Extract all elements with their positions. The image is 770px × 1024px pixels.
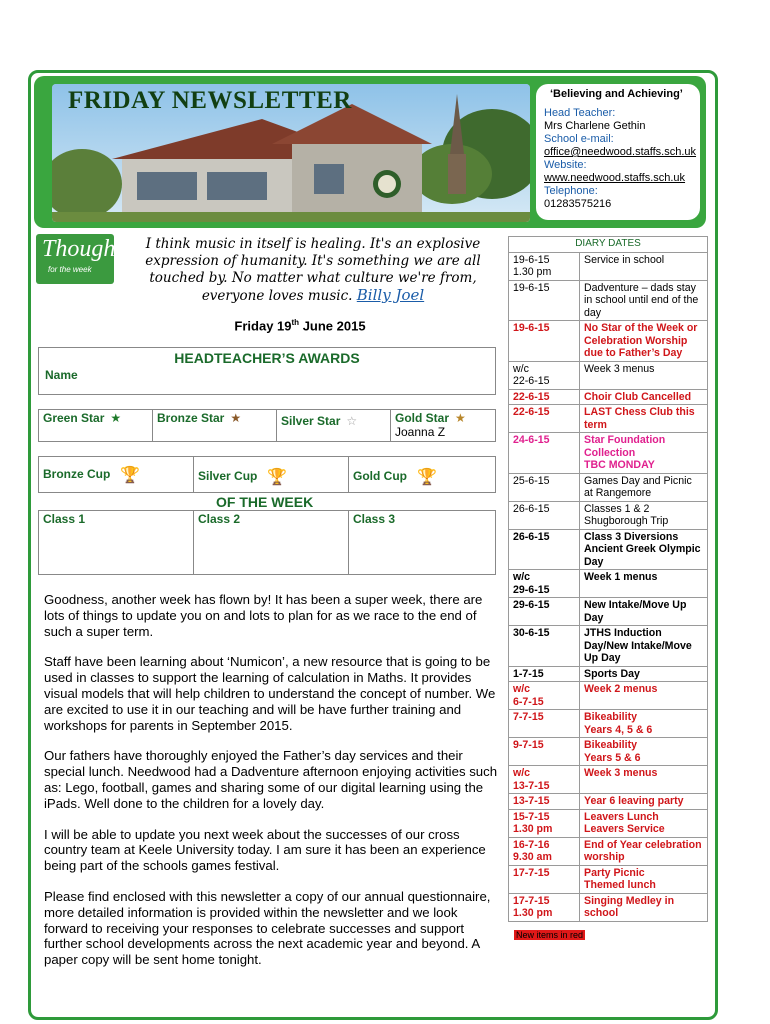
diary-row [509, 529, 708, 570]
diary-date: 9-7-15 [509, 738, 580, 766]
silver-cup-icon: 🏆 [267, 469, 288, 486]
thought-badge-main: Thought [42, 236, 123, 262]
diary-row [509, 738, 708, 766]
thought-badge-sub: for the week [48, 265, 92, 274]
bronze-star-cell [153, 410, 277, 442]
website-label: Website: [544, 159, 587, 171]
diary-row [509, 710, 708, 738]
diary-event: Week 3 menus [580, 361, 708, 389]
diary-date: w/c 6-7-15 [509, 682, 580, 710]
head-teacher-label: Head Teacher: [544, 107, 616, 119]
diary-row [509, 865, 708, 893]
green-star-icon: ★ [110, 411, 122, 425]
green-star-cell [39, 410, 153, 442]
bronze-cup-icon: 🏆 [120, 467, 141, 484]
diary-event: Service in school [580, 252, 708, 280]
gold-star-icon: ★ [455, 411, 466, 425]
silver-star-icon: ☆ [346, 414, 358, 428]
website-link[interactable]: www.needwood.staffs.sch.uk [544, 172, 686, 184]
diary-date: w/c 13-7-15 [509, 766, 580, 794]
quote-text: I think music in itself is healing. It's an explosive expression of humanity. It's something we are all touched by. No matter what culture we're from, everyone loves music. [145, 236, 481, 304]
diary-row [509, 682, 708, 710]
date-month-year: June 2015 [299, 318, 366, 334]
thought-quote [128, 236, 498, 305]
paragraph: Staff have been learning about ‘Numicon’, a new resource that is going to be used in classes to support the learning of calculation in Maths. It provides visual models that will help children to understand the concept of number. We are excited to use it in our teaching and will be have further training and workshops for parents in September 2015. [44, 654, 496, 733]
diary-row [509, 893, 708, 921]
diary-dates-title: DIARY DATES [509, 237, 708, 253]
quote-author[interactable]: Billy Joel [356, 286, 425, 304]
class-2-cell [194, 511, 349, 575]
diary-date: 17-7-15 [509, 865, 580, 893]
silver-cup-cell [194, 457, 349, 493]
diary-event: Choir Club Cancelled [580, 389, 708, 405]
email-link[interactable]: office@needwood.staffs.sch.uk [544, 146, 697, 158]
paragraph: I will be able to update you next week about the successes of our cross country team at Keele University today. I am sure it has been an experience being part of the schools games festival. [44, 826, 486, 874]
class-1-cell [39, 511, 194, 575]
star-awards-table [38, 409, 496, 442]
diary-event: Sports Day [580, 666, 708, 682]
head-teacher-name: Mrs Charlene Gethin [544, 120, 646, 132]
new-items-note: New items in red [516, 930, 584, 940]
thought-for-the-week-badge [36, 234, 123, 284]
diary-date: 7-7-15 [509, 710, 580, 738]
diary-row [509, 837, 708, 865]
diary-event: End of Year celebration worship [580, 837, 708, 865]
diary-row [509, 570, 708, 598]
diary-date: 16-7-16 9.30 am [509, 837, 580, 865]
green-star-label: Green Star [43, 411, 105, 425]
diary-row [509, 501, 708, 529]
diary-row [509, 280, 708, 321]
diary-row [509, 405, 708, 433]
class-of-week-table [38, 510, 496, 575]
diary-event: Week 2 menus [580, 682, 708, 710]
diary-event: New Intake/Move Up Day [580, 598, 708, 626]
diary-row [509, 473, 708, 501]
diary-date: 19-6-15 1.30 pm [509, 252, 580, 280]
cup-awards-table [38, 456, 496, 493]
gold-star-cell [391, 410, 496, 442]
headteacher-awards-box [38, 347, 496, 395]
diary-event: Singing Medley in school [580, 893, 708, 921]
diary-event: Year 6 leaving party [580, 794, 708, 810]
date-day: Friday 19 [234, 318, 292, 334]
diary-row [509, 809, 708, 837]
diary-date: 24-6-15 [509, 433, 580, 474]
paragraph: Our fathers have thoroughly enjoyed the Father’s day services and their special lunch. Needwood had a Dadventure afternoon enjoying activities such as: Lego, football, games and sharing some of our digital learning using the iPads. Well done to the children for a lovely day. [44, 748, 498, 811]
diary-date: 25-6-15 [509, 473, 580, 501]
diary-row [509, 389, 708, 405]
diary-row [509, 666, 708, 682]
diary-row [509, 321, 708, 362]
diary-date: w/c 22-6-15 [509, 361, 580, 389]
diary-event: JTHS Induction Day/New Intake/Move Up Day [580, 626, 708, 667]
silver-star-label: Silver Star [281, 414, 341, 428]
bronze-star-label: Bronze Star [157, 411, 225, 425]
diary-row [509, 766, 708, 794]
diary-event: Bikeability Years 4, 5 & 6 [580, 710, 708, 738]
telephone-number: 01283575216 [544, 198, 612, 210]
diary-event: Bikeability Years 5 & 6 [580, 738, 708, 766]
gold-cup-cell [349, 457, 496, 493]
diary-date: 30-6-15 [509, 626, 580, 667]
awards-name-label: Name [45, 368, 78, 382]
diary-date: 19-6-15 [509, 280, 580, 321]
paragraph: Goodness, another week has flown by! It has been a super week, there are lots of things to update you on and lots to plan for as we race to the end of such a super term. [44, 592, 483, 639]
diary-event: Week 1 menus [580, 570, 708, 598]
gold-star-label: Gold Star [395, 411, 450, 425]
bronze-star-icon: ★ [230, 411, 242, 425]
diary-event: Dadventure – dads stay in school until end of the day [580, 280, 708, 321]
bronze-cup-label: Bronze Cup [43, 467, 111, 482]
gold-cup-label: Gold Cup [353, 469, 407, 484]
newsletter-title: FRIDAY NEWSLETTER [68, 87, 352, 114]
class-1-label: Class 1 [43, 512, 86, 526]
diary-event: No Star of the Week or Celebration Worship due to Father’s Day [580, 321, 708, 362]
diary-date: 13-7-15 [509, 794, 580, 810]
bronze-cup-cell [39, 457, 194, 493]
diary-event: Star Foundation Collection TBC MONDAY [580, 433, 708, 474]
school-contact-box [536, 84, 700, 220]
gold-cup-icon: 🏆 [417, 469, 437, 486]
diary-row [509, 598, 708, 626]
telephone-label: Telephone: [544, 185, 598, 197]
class-3-cell [349, 511, 496, 575]
date-suffix: th [291, 318, 300, 327]
diary-row [509, 794, 708, 810]
class-2-label: Class 2 [198, 512, 241, 526]
diary-date: 1-7-15 [509, 666, 580, 682]
diary-event: LAST Chess Club this term [580, 405, 708, 433]
diary-row [509, 252, 708, 280]
diary-event: Week 3 menus [580, 766, 708, 794]
newsletter-date [170, 318, 430, 333]
diary-event: Class 3 Diversions Ancient Greek Olympic Day [580, 529, 708, 570]
silver-star-cell [277, 410, 391, 442]
diary-row [509, 433, 708, 474]
diary-date: 19-6-15 [509, 321, 580, 362]
diary-event: Classes 1 & 2 Shugborough Trip [580, 501, 708, 529]
diary-date: 26-6-15 [509, 501, 580, 529]
newsletter-body [44, 592, 500, 983]
diary-date: w/c 29-6-15 [509, 570, 580, 598]
diary-date: 29-6-15 [509, 598, 580, 626]
of-the-week-title: OF THE WEEK [216, 494, 314, 510]
school-motto: ‘Believing and Achieving’ [550, 88, 683, 100]
diary-event: Games Day and Picnic at Rangemore [580, 473, 708, 501]
diary-row [509, 361, 708, 389]
diary-dates-table [508, 236, 708, 922]
diary-date: 15-7-15 1.30 pm [509, 809, 580, 837]
diary-event: Party Picnic Themed lunch [580, 865, 708, 893]
silver-cup-label: Silver Cup [198, 469, 258, 484]
paragraph: Please find enclosed with this newsletter a copy of our annual questionnaire, more detailed information is provided within the newsletter and we look forward to receiving your responses to celebrate successes and support further school developments across the next academic year and beyond. A paper copy will be sent home tonight. [44, 888, 491, 968]
diary-date: 22-6-15 [509, 389, 580, 405]
class-3-label: Class 3 [353, 512, 396, 526]
diary-event: Leavers Lunch Leavers Service [580, 809, 708, 837]
diary-date: 17-7-15 1.30 pm [509, 893, 580, 921]
diary-row [509, 626, 708, 667]
diary-date: 26-6-15 [509, 529, 580, 570]
diary-date: 22-6-15 [509, 405, 580, 433]
awards-title: HEADTEACHER’S AWARDS [174, 350, 360, 366]
email-label: School e-mail: [544, 133, 614, 145]
gold-star-winner: Joanna Z [395, 425, 446, 439]
